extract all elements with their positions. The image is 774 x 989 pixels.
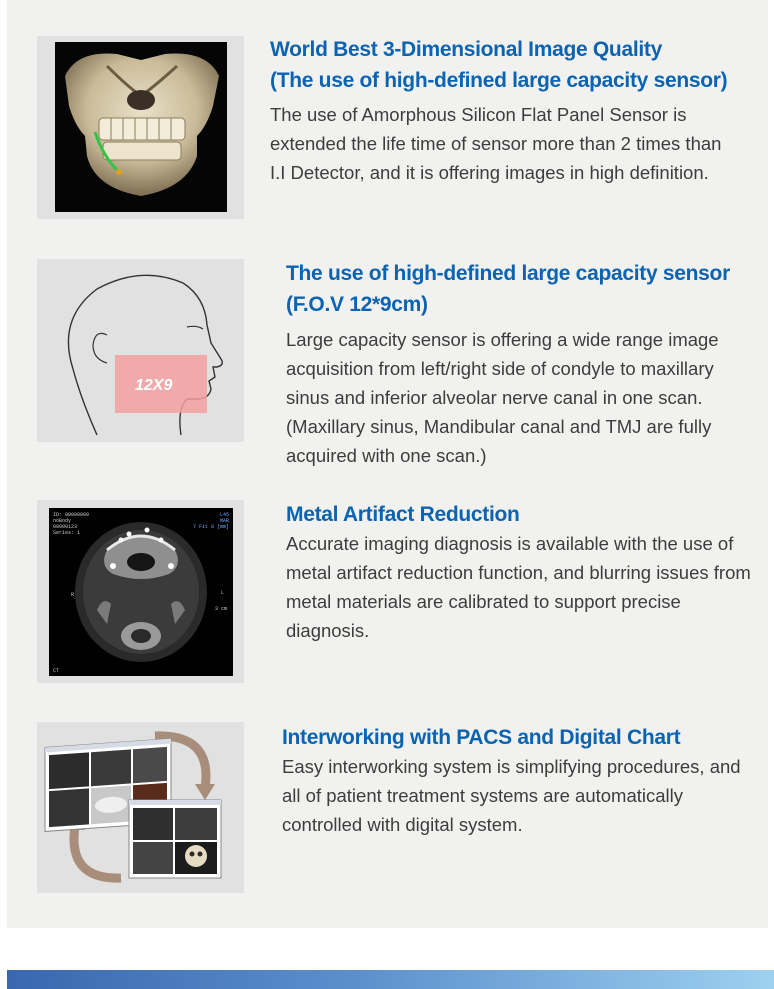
ct-overlay-level: L45 — [219, 512, 229, 518]
feature-1-title — [270, 34, 727, 96]
pacs-screens-image — [37, 722, 244, 893]
ct-overlay-body: noBody — [53, 518, 72, 524]
feature-2-description: Large capacity sensor is offering a wide range image acquisition from left/right side of condyle to maxillary sinus and inferior alveolar nerve canal in one scan. (Maxillary sinus, Mandibular canal and TMJ are fully acquired with one scan.) — [286, 329, 719, 466]
feature-2-title-line-1: The use of high-defined large capacity sensor — [286, 262, 730, 285]
ct-overlay-id: ID: 00000000 — [53, 512, 90, 518]
ct-overlay-series: Series: 1 — [53, 530, 81, 536]
3d-skull-image — [37, 36, 244, 219]
ct-overlay-mar: MAR — [219, 518, 229, 524]
feature-2-title-line-2: (F.O.V 12*9cm) — [286, 293, 428, 316]
ct-overlay-number: 00000123 — [53, 524, 78, 530]
head-fov-image — [37, 259, 244, 442]
ct-overlay-scale: 3 cm — [215, 606, 228, 612]
ct-overlay-left-marker: L — [221, 590, 225, 596]
feature-1-description: The use of Amorphous Silicon Flat Panel Sensor is extended the life time of sensor more than 2 times than I.I Detector, and it is offering images in high definition. — [270, 104, 722, 183]
feature-3-title-line-1: Metal Artifact Reduction — [286, 503, 520, 526]
ct-overlay-right-marker: R — [71, 592, 75, 598]
feature-4-title-line-1: Interworking with PACS and Digital Chart — [282, 726, 681, 749]
ct-axial-image — [37, 500, 244, 683]
feature-1-title-line-1: World Best 3-Dimensional Image Quality — [270, 38, 662, 61]
feature-4-title — [282, 722, 680, 753]
feature-2-title — [286, 258, 730, 320]
feature-3-title — [286, 499, 520, 530]
ct-overlay-fit: 7 Fit 8 [mm] — [192, 524, 229, 530]
feature-3-description: Accurate imaging diagnosis is available with the use of metal artifact reduction function, and blurring issues from metal materials are calibrated to support precise diagnosis. — [286, 533, 751, 641]
ct-overlay-modality: CT — [53, 668, 60, 674]
footer-gradient-bar — [7, 970, 774, 989]
feature-4-description: Easy interworking system is simplifying procedures, and all of patient treatment systems are automatically controlled with digital system. — [282, 756, 741, 835]
fov-label: 12X9 — [135, 377, 173, 394]
feature-1-title-line-2: (The use of high-defined large capacity sensor) — [270, 69, 728, 92]
